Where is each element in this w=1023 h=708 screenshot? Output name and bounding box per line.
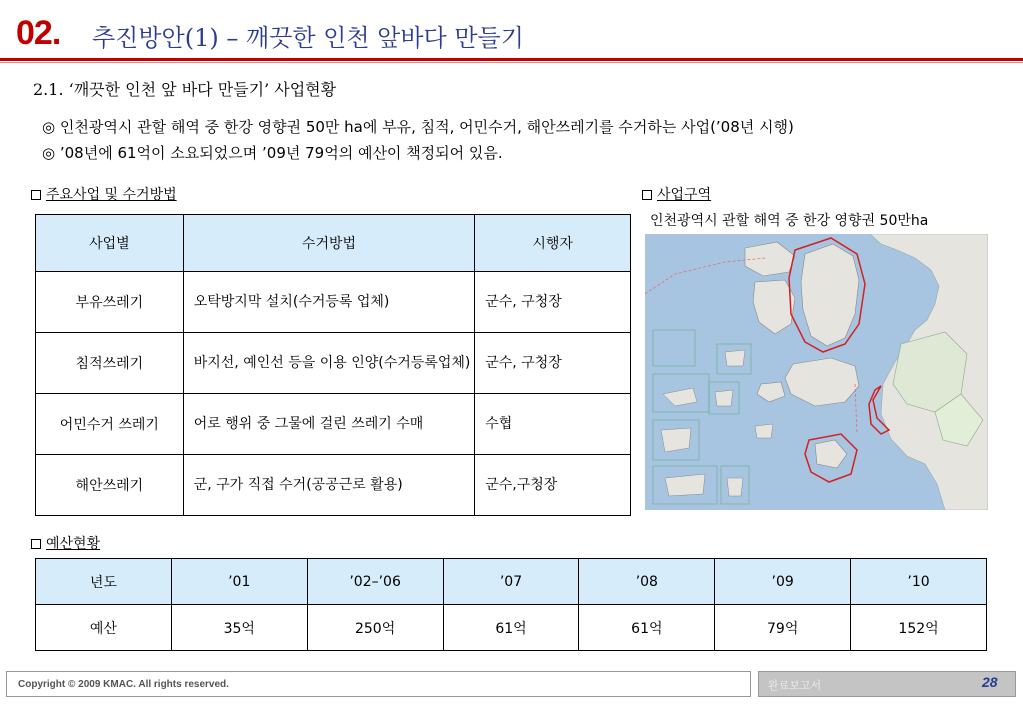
table-row: [36, 455, 631, 516]
table-cell: 152억: [851, 605, 987, 651]
table-cell: ’02–’06: [307, 559, 443, 605]
page-title: 추진방안(1) – 깨끗한 인천 앞바다 만들기: [92, 24, 524, 52]
table-row: [36, 394, 631, 455]
header-rule: [0, 58, 1023, 61]
table-cell: 61억: [443, 605, 579, 651]
budget-table: [35, 558, 987, 651]
column-header: 사업별: [36, 215, 184, 272]
map-graphic: [645, 234, 988, 510]
table-cell: 250억: [307, 605, 443, 651]
report-label: 완료보고서: [768, 679, 822, 692]
checkbox-square-icon: [31, 539, 41, 549]
subheading-main-projects: [31, 184, 177, 204]
table-cell: 오탁방지막 설치(수거등록 업체): [183, 272, 474, 333]
column-header: 수거방법: [183, 215, 474, 272]
table-cell: ’10: [851, 559, 987, 605]
table-row: [36, 605, 987, 651]
checkbox-square-icon: [31, 190, 41, 200]
table-cell: 예산: [36, 605, 172, 651]
table-cell: 군, 구가 직접 수거(공공근로 활용): [183, 455, 474, 516]
column-header: 시행자: [475, 215, 631, 272]
subheading-budget: [31, 533, 100, 553]
subheading-project-area: [642, 184, 711, 204]
subheading-label: 주요사업 및 수거방법: [46, 187, 177, 203]
checkbox-square-icon: [642, 190, 652, 200]
copyright-text: Copyright © 2009 KMAC. All rights reserved.: [18, 679, 229, 690]
table-cell: 군수, 구청장: [475, 333, 631, 394]
bullet-item: ◎ 인천광역시 관할 해역 중 한강 영향권 50만 ha에 부유, 침적, 어민수거, 해안쓰레기를 수거하는 사업(’08년 시행): [42, 118, 794, 136]
header-rule-thin: [0, 62, 1023, 63]
table-header-row: [36, 215, 631, 272]
table-cell: 군수, 구청장: [475, 272, 631, 333]
table-cell: 년도: [36, 559, 172, 605]
table-row: [36, 272, 631, 333]
table-header-row: [36, 559, 987, 605]
main-projects-table: [35, 214, 631, 516]
table-cell: ’08: [579, 559, 715, 605]
map-caption: 인천광역시 관할 해역 중 한강 영향권 50만ha: [650, 213, 929, 229]
page-number: 28: [982, 674, 998, 690]
table-cell: 79억: [715, 605, 851, 651]
table-cell: 바지선, 예인선 등을 이용 인양(수거등록업체): [183, 333, 474, 394]
subheading-label: 사업구역: [657, 187, 712, 203]
table-cell: 어로 행위 중 그물에 걸린 쓰레기 수매: [183, 394, 474, 455]
bullet-item: ◎ ’08년에 61억이 소요되었으며 ’09년 79억의 예산이 책정되어 있음.: [42, 144, 503, 162]
table-cell: ’07: [443, 559, 579, 605]
table-cell: 침적쓰레기: [36, 333, 184, 394]
table-cell: ’01: [171, 559, 307, 605]
subheading-label: 예산현황: [46, 536, 101, 552]
section-number: 02.: [16, 14, 61, 52]
table-cell: 어민수거 쓰레기: [36, 394, 184, 455]
table-cell: 부유쓰레기: [36, 272, 184, 333]
section-title: 2.1. ‘깨끗한 인천 앞 바다 만들기’ 사업현황: [33, 80, 337, 99]
table-cell: 해안쓰레기: [36, 455, 184, 516]
table-cell: 35억: [171, 605, 307, 651]
table-row: [36, 333, 631, 394]
table-cell: ’09: [715, 559, 851, 605]
project-area-map: [645, 234, 988, 510]
table-cell: 수협: [475, 394, 631, 455]
table-cell: 61억: [579, 605, 715, 651]
table-cell: 군수,구청장: [475, 455, 631, 516]
